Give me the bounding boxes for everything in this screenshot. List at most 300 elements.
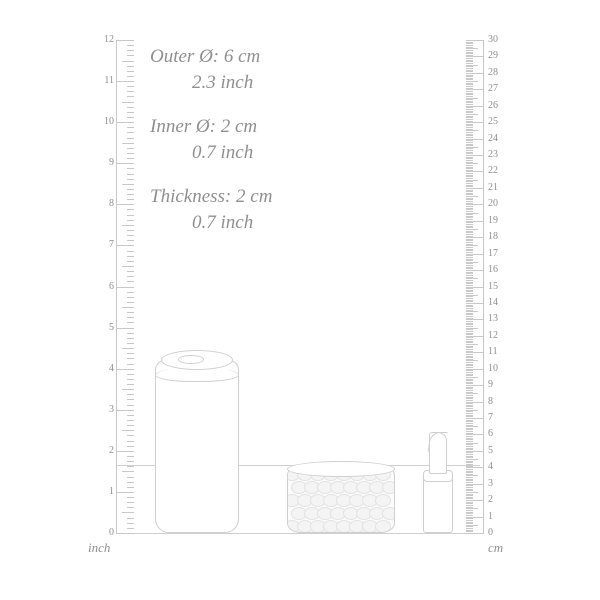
- ruler-minor-tick: [466, 393, 478, 394]
- ruler-minor-tick: [466, 283, 473, 284]
- ruler-minor-tick: [466, 199, 473, 200]
- ruler-minor-tick: [466, 498, 473, 499]
- ruler-minor-tick: [466, 357, 473, 358]
- ruler-minor-tick: [466, 365, 473, 366]
- ruler-minor-tick: [466, 137, 473, 138]
- ruler-minor-tick: [466, 101, 473, 102]
- ruler-tick-label: 18: [488, 231, 498, 243]
- ruler-minor-tick: [466, 50, 473, 51]
- ruler-minor-tick: [466, 45, 473, 46]
- ruler-minor-tick: [127, 96, 134, 97]
- ruler-minor-tick: [466, 83, 473, 84]
- ruler-minor-tick: [127, 312, 134, 313]
- ruler-tick-label: 3: [109, 403, 114, 415]
- ruler-minor-tick: [466, 61, 473, 62]
- lipstick-base: [423, 477, 453, 533]
- ruler-minor-tick: [122, 102, 134, 103]
- ruler-tick-label: 0: [109, 527, 114, 538]
- ruler-minor-tick: [466, 167, 473, 168]
- ruler-minor-tick: [127, 215, 134, 216]
- ruler-minor-tick: [127, 271, 134, 272]
- ruler-minor-tick: [466, 293, 473, 294]
- ruler-minor-tick: [466, 76, 473, 77]
- ruler-minor-tick: [127, 148, 134, 149]
- ruler-minor-tick: [466, 308, 473, 309]
- ruler-minor-tick: [466, 121, 473, 122]
- ruler-minor-tick: [466, 277, 473, 278]
- ruler-minor-tick: [466, 55, 473, 56]
- ruler-tick-label: 22: [488, 165, 498, 177]
- spec-inner-diameter-label: Inner Ø: 2 cm: [150, 116, 258, 137]
- ruler-minor-tick: [466, 180, 478, 181]
- ruler-minor-tick: [127, 174, 134, 175]
- ruler-minor-tick: [466, 79, 473, 80]
- ruler-minor-tick: [127, 76, 134, 77]
- ruler-minor-tick: [466, 259, 473, 260]
- ruler-minor-tick: [466, 459, 478, 460]
- ruler-minor-tick: [466, 96, 473, 97]
- ruler-minor-tick: [127, 399, 134, 400]
- ruler-minor-tick: [127, 235, 134, 236]
- ruler-minor-tick: [466, 362, 473, 363]
- ruler-minor-tick: [466, 341, 473, 342]
- ruler-tick-label: 25: [488, 116, 498, 128]
- ruler-minor-tick: [466, 321, 473, 322]
- ruler-minor-tick: [127, 435, 134, 436]
- ruler-minor-tick: [466, 52, 473, 53]
- ruler-tick-label: 1: [488, 510, 493, 522]
- ruler-minor-tick: [466, 522, 473, 523]
- ruler-major-tick: [466, 122, 484, 123]
- ruler-minor-tick: [127, 364, 134, 365]
- ruler-minor-tick: [466, 480, 473, 481]
- ruler-minor-tick: [127, 261, 134, 262]
- ruler-tick-label: 8: [109, 198, 114, 210]
- ruler-tick-label: 2: [109, 444, 114, 456]
- ruler-minor-tick: [466, 477, 473, 478]
- ruler-major-tick: [466, 221, 484, 222]
- ruler-tick-label: 19: [488, 214, 498, 226]
- ruler-minor-tick: [127, 127, 134, 128]
- ruler-tick-label: 4: [488, 461, 493, 473]
- ruler-minor-tick: [466, 183, 473, 184]
- ruler-minor-tick: [466, 232, 473, 233]
- ruler-minor-tick: [466, 112, 473, 113]
- ruler-minor-tick: [466, 170, 473, 171]
- ruler-minor-tick: [466, 449, 473, 450]
- ruler-minor-tick: [127, 456, 134, 457]
- ruler-minor-tick: [466, 398, 473, 399]
- ruler-minor-tick: [466, 176, 473, 177]
- ruler-minor-tick: [466, 339, 473, 340]
- ruler-minor-tick: [127, 405, 134, 406]
- ruler-minor-tick: [127, 189, 134, 190]
- ruler-minor-tick: [466, 239, 473, 240]
- ruler-minor-tick: [466, 326, 473, 327]
- ruler-minor-tick: [466, 515, 473, 516]
- ruler-minor-tick: [466, 510, 473, 511]
- ruler-major-tick: [116, 492, 134, 493]
- ruler-minor-tick: [466, 446, 473, 447]
- ruler-minor-tick: [466, 285, 473, 286]
- soda-can-tab-icon: [178, 355, 204, 364]
- ruler-minor-tick: [466, 81, 478, 82]
- ruler-major-tick: [466, 270, 484, 271]
- ruler-minor-tick: [466, 429, 473, 430]
- ruler-minor-tick: [466, 305, 473, 306]
- ruler-minor-tick: [466, 268, 473, 269]
- ruler-minor-tick: [466, 426, 478, 427]
- ruler-tick-label: 12: [104, 34, 114, 45]
- ruler-minor-tick: [127, 194, 134, 195]
- ruler-minor-tick: [466, 145, 473, 146]
- ruler-minor-tick: [127, 441, 134, 442]
- ruler-minor-tick: [127, 230, 134, 231]
- ruler-minor-tick: [466, 119, 473, 120]
- ruler-minor-tick: [127, 240, 134, 241]
- ruler-minor-tick: [466, 415, 473, 416]
- ruler-minor-tick: [466, 530, 473, 531]
- ruler-minor-tick: [466, 331, 473, 332]
- ruler-minor-tick: [466, 209, 473, 210]
- ruler-minor-tick: [127, 138, 134, 139]
- ruler-major-tick: [116, 328, 134, 329]
- ruler-major-tick: [466, 171, 484, 172]
- ruler-minor-tick: [466, 185, 473, 186]
- ruler-minor-tick: [466, 421, 473, 422]
- ruler-minor-tick: [127, 338, 134, 339]
- ruler-minor-tick: [466, 162, 473, 163]
- ruler-minor-tick: [466, 420, 473, 421]
- ruler-minor-tick: [466, 91, 473, 92]
- ruler-minor-tick: [466, 63, 473, 64]
- ruler-minor-tick: [466, 245, 478, 246]
- ruler-minor-tick: [466, 231, 473, 232]
- ruler-minor-tick: [466, 130, 478, 131]
- ruler-minor-tick: [466, 70, 473, 71]
- ruler-tick-label: 6: [109, 280, 114, 292]
- ruler-minor-tick: [466, 71, 473, 72]
- ruler-minor-tick: [466, 372, 473, 373]
- ruler-minor-tick: [466, 94, 473, 95]
- ruler-minor-tick: [466, 494, 473, 495]
- ruler-minor-tick: [466, 492, 478, 493]
- ruler-minor-tick: [127, 502, 134, 503]
- ruler-minor-tick: [466, 152, 473, 153]
- spec-inner-diameter-sub: 0.7 inch: [192, 142, 254, 163]
- ruler-minor-tick: [127, 158, 134, 159]
- ruler-minor-tick: [466, 410, 478, 411]
- ruler-major-tick: [116, 40, 134, 41]
- ruler-minor-tick: [466, 58, 473, 59]
- ruler-minor-tick: [466, 342, 473, 343]
- ruler-minor-tick: [466, 300, 473, 301]
- ruler-minor-tick: [127, 317, 134, 318]
- ruler-minor-tick: [466, 313, 473, 314]
- ruler-minor-tick: [127, 117, 134, 118]
- ruler-minor-tick: [127, 199, 134, 200]
- ruler-minor-tick: [127, 425, 134, 426]
- ruler-minor-tick: [127, 528, 134, 529]
- ruler-minor-tick: [127, 415, 134, 416]
- ruler-minor-tick: [466, 132, 473, 133]
- ruler-tick-label: 9: [109, 157, 114, 169]
- ruler-minor-tick: [466, 439, 473, 440]
- ruler-minor-tick: [466, 403, 473, 404]
- ruler-minor-tick: [466, 526, 473, 527]
- ruler-major-tick: [466, 434, 484, 435]
- ruler-tick-label: 15: [488, 280, 498, 292]
- ruler-minor-tick: [466, 318, 473, 319]
- ruler-minor-tick: [466, 411, 473, 412]
- ruler-minor-tick: [466, 127, 473, 128]
- product-texture-bump: [382, 507, 395, 520]
- ruler-major-tick: [466, 319, 484, 320]
- ruler-minor-tick: [466, 114, 478, 115]
- ruler-tick-label: 14: [488, 296, 498, 308]
- ruler-minor-tick: [466, 104, 473, 105]
- ruler-tick-label: 12: [488, 329, 498, 341]
- ruler-minor-tick: [466, 260, 473, 261]
- ruler-minor-tick: [466, 250, 473, 251]
- ruler-minor-tick: [466, 173, 473, 174]
- ruler-minor-tick: [466, 99, 473, 100]
- ruler-minor-tick: [466, 388, 473, 389]
- ruler-minor-tick: [127, 251, 134, 252]
- spec-thickness-sub: 0.7 inch: [192, 212, 254, 233]
- ruler-minor-tick: [127, 518, 134, 519]
- ruler-minor-tick: [466, 88, 473, 89]
- ruler-minor-tick: [466, 234, 473, 235]
- ruler-tick-label: 9: [488, 379, 493, 391]
- ruler-minor-tick: [466, 109, 473, 110]
- ruler-minor-tick: [466, 163, 478, 164]
- ruler-minor-tick: [466, 523, 473, 524]
- ruler-minor-tick: [466, 471, 473, 472]
- ruler-minor-tick: [466, 508, 478, 509]
- soda-can-neck: [155, 368, 239, 382]
- ruler-minor-tick: [466, 211, 473, 212]
- ruler-minor-tick: [466, 193, 473, 194]
- ruler-minor-tick: [127, 107, 134, 108]
- spec-outer-diameter-label: Outer Ø: 6 cm: [150, 46, 261, 67]
- ruler-minor-tick: [466, 65, 478, 66]
- ruler-minor-tick: [127, 384, 134, 385]
- ruler-minor-tick: [466, 337, 473, 338]
- ruler-minor-tick: [466, 505, 473, 506]
- ruler-minor-tick: [466, 278, 478, 279]
- ruler-minor-tick: [127, 153, 134, 154]
- ruler-major-tick: [466, 89, 484, 90]
- ruler-minor-tick: [466, 525, 478, 526]
- ruler-minor-tick: [127, 297, 134, 298]
- ruler-minor-tick: [466, 272, 473, 273]
- ruler-tick-label: 23: [488, 149, 498, 161]
- ruler-minor-tick: [466, 214, 473, 215]
- ruler-minor-tick: [127, 132, 134, 133]
- ruler-minor-tick: [466, 129, 473, 130]
- ruler-minor-tick: [127, 45, 134, 46]
- ruler-minor-tick: [466, 495, 473, 496]
- specifications-block: [150, 44, 450, 254]
- ruler-minor-tick: [466, 142, 473, 143]
- ruler-minor-tick: [466, 98, 478, 99]
- ruler-major-tick: [466, 418, 484, 419]
- ruler-minor-tick: [466, 116, 473, 117]
- spec-thickness-label: Thickness: 2 cm: [150, 186, 273, 207]
- ruler-minor-tick: [466, 148, 473, 149]
- ruler-minor-tick: [127, 50, 134, 51]
- ruler-tick-label: 6: [488, 428, 493, 440]
- ruler-tick-label: 7: [488, 411, 493, 423]
- ruler-tick-label: 11: [104, 75, 114, 87]
- ruler-minor-tick: [466, 186, 473, 187]
- ruler-minor-tick: [127, 353, 134, 354]
- ruler-minor-tick: [466, 168, 473, 169]
- ruler-inch: [88, 34, 134, 555]
- ruler-minor-tick: [466, 349, 473, 350]
- ruler-minor-tick: [466, 462, 473, 463]
- ruler-minor-tick: [127, 523, 134, 524]
- ruler-tick-label: 2: [488, 494, 493, 506]
- ruler-minor-tick: [466, 226, 473, 227]
- ruler-minor-tick: [127, 446, 134, 447]
- ruler-minor-tick: [466, 444, 473, 445]
- ruler-minor-tick: [122, 389, 134, 390]
- ruler-major-tick: [466, 287, 484, 288]
- ruler-tick-label: 24: [488, 132, 498, 144]
- ruler-minor-tick: [466, 502, 473, 503]
- ruler-minor-tick: [466, 84, 473, 85]
- ruler-tick-label: 30: [488, 34, 498, 45]
- ruler-major-tick: [466, 237, 484, 238]
- product-ring-top-edge: [287, 461, 395, 477]
- ruler-minor-tick: [127, 220, 134, 221]
- ruler-minor-tick: [466, 296, 473, 297]
- ruler-minor-tick: [122, 430, 134, 431]
- ruler-minor-tick: [466, 47, 473, 48]
- ruler-minor-tick: [466, 520, 473, 521]
- ruler-minor-tick: [466, 438, 473, 439]
- product-texture-bump: [375, 494, 391, 507]
- ruler-minor-tick: [466, 60, 473, 61]
- ruler-minor-tick: [127, 343, 134, 344]
- ruler-minor-tick: [127, 168, 134, 169]
- ruler-minor-tick: [466, 78, 473, 79]
- ruler-minor-tick: [466, 425, 473, 426]
- ruler-major-tick: [466, 517, 484, 518]
- ruler-minor-tick: [466, 528, 473, 529]
- ruler-major-tick: [116, 163, 134, 164]
- ruler-minor-tick: [127, 71, 134, 72]
- ruler-minor-tick: [466, 280, 473, 281]
- ruler-minor-tick: [466, 267, 473, 268]
- ruler-minor-tick: [466, 227, 473, 228]
- ruler-major-tick: [466, 385, 484, 386]
- ruler-minor-tick: [466, 406, 473, 407]
- ruler-minor-tick: [466, 489, 473, 490]
- ruler-minor-tick: [466, 441, 473, 442]
- ruler-major-tick: [466, 204, 484, 205]
- ruler-minor-tick: [127, 209, 134, 210]
- ruler-minor-tick: [466, 351, 473, 352]
- ruler-minor-tick: [466, 306, 473, 307]
- ruler-minor-tick: [466, 464, 473, 465]
- ruler-minor-tick: [127, 322, 134, 323]
- ruler-minor-tick: [466, 107, 473, 108]
- ruler-minor-tick: [466, 213, 478, 214]
- ruler-minor-tick: [466, 53, 473, 54]
- ruler-minor-tick: [466, 485, 473, 486]
- ruler-minor-tick: [466, 191, 473, 192]
- ruler-minor-tick: [466, 323, 473, 324]
- ruler-minor-tick: [466, 377, 478, 378]
- ruler-minor-tick: [466, 140, 473, 141]
- ruler-minor-tick: [466, 165, 473, 166]
- ruler-minor-tick: [466, 157, 473, 158]
- ruler-minor-tick: [127, 333, 134, 334]
- ruler-tick-label: 29: [488, 50, 498, 62]
- ruler-minor-tick: [466, 423, 473, 424]
- ruler-minor-tick: [127, 466, 134, 467]
- ruler-minor-tick: [466, 208, 473, 209]
- ruler-minor-tick: [466, 380, 473, 381]
- ruler-minor-tick: [127, 358, 134, 359]
- ruler-minor-tick: [466, 298, 473, 299]
- ruler-minor-tick: [466, 290, 473, 291]
- ruler-minor-tick: [122, 184, 134, 185]
- ruler-minor-tick: [466, 497, 473, 498]
- ruler-minor-tick: [466, 334, 473, 335]
- ruler-minor-tick: [466, 203, 473, 204]
- ruler-minor-tick: [127, 482, 134, 483]
- ruler-minor-tick: [127, 461, 134, 462]
- ruler-major-tick: [116, 533, 134, 534]
- ruler-minor-tick: [466, 68, 473, 69]
- ruler-minor-tick: [466, 436, 473, 437]
- ruler-minor-tick: [466, 75, 473, 76]
- ruler-minor-tick: [466, 181, 473, 182]
- spec-inner-diameter: [150, 114, 450, 166]
- ruler-minor-tick: [127, 256, 134, 257]
- ruler-minor-tick: [466, 328, 478, 329]
- ruler-minor-tick: [127, 302, 134, 303]
- ruler-minor-tick: [127, 477, 134, 478]
- ruler-tick-label: 10: [488, 362, 498, 374]
- ruler-minor-tick: [466, 456, 473, 457]
- ruler-tick-label: 1: [109, 485, 114, 497]
- ruler-minor-tick: [466, 472, 473, 473]
- ruler-minor-tick: [466, 219, 473, 220]
- ruler-minor-tick: [466, 86, 473, 87]
- ruler-tick-label: 3: [488, 477, 493, 489]
- ruler-minor-tick: [466, 354, 473, 355]
- ruler-tick-label: 20: [488, 198, 498, 210]
- ruler-minor-tick: [466, 66, 473, 67]
- ruler-minor-tick: [466, 198, 473, 199]
- ruler-minor-tick: [127, 55, 134, 56]
- ruler-minor-tick: [466, 206, 473, 207]
- ruler-major-tick: [466, 73, 484, 74]
- ruler-minor-tick: [466, 329, 473, 330]
- ruler-minor-tick: [466, 375, 473, 376]
- ruler-minor-tick: [127, 276, 134, 277]
- ruler-minor-tick: [466, 518, 473, 519]
- ruler-minor-tick: [466, 201, 473, 202]
- ruler-tick-label: 5: [109, 321, 114, 333]
- ruler-minor-tick: [466, 461, 473, 462]
- ruler-minor-tick: [127, 497, 134, 498]
